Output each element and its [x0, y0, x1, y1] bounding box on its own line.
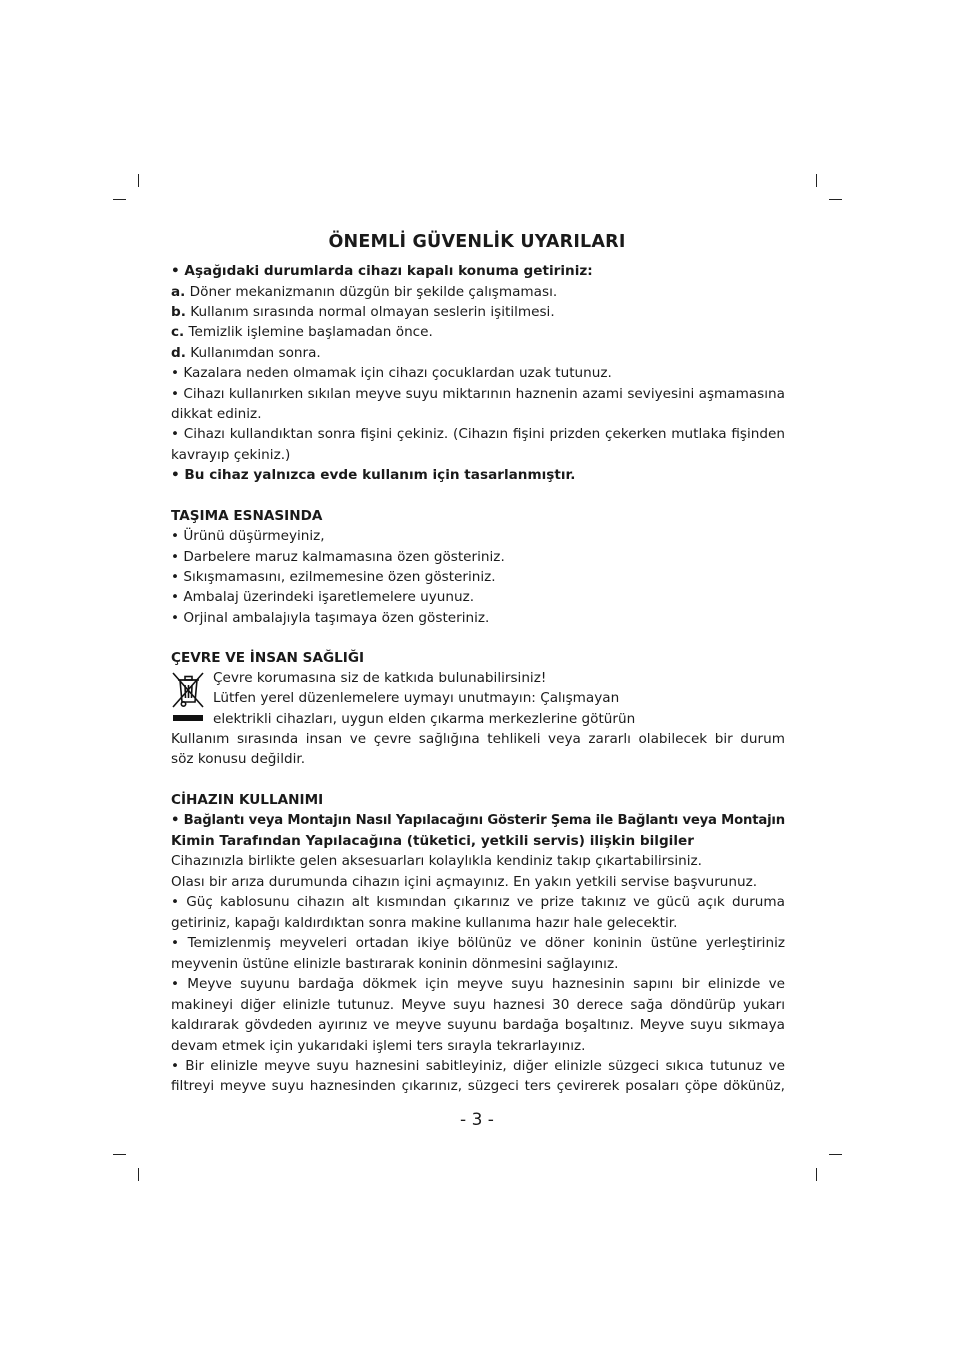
list-marker: c. [171, 324, 185, 340]
crop-mark [829, 199, 842, 200]
text-line: dikkat ediniz. [171, 406, 262, 422]
crop-mark [816, 174, 817, 187]
crop-mark [829, 1154, 842, 1155]
text-line: makineyi diğer elinizle tutunuz. Meyve suyu haznesi 30 derece sağa döndürüp yukarı [171, 997, 785, 1013]
bullet-line: • Darbelere maruz kalmamasına özen gösteriniz. [171, 549, 505, 565]
text-line: kavrayıp çekiniz.) [171, 447, 291, 463]
bullet-line: • Bir elinizle meyve suyu haznesini sabitleyiniz, diğer elinizle süzgeci sıkıca tutunuz ve [171, 1058, 785, 1074]
page-number: - 3 - [460, 1110, 494, 1130]
text-line: getiriniz, kapağı kaldırdıktan sonra makine kullanıma hazır hale gelecektir. [171, 915, 678, 931]
bullet-line: • Güç kablosunu cihazın alt kısmından çıkarınız ve prize takınız ve gücü açık duruma [171, 894, 785, 910]
section-heading: CİHAZIN KULLANIMI [171, 792, 324, 808]
text-line: kaldırarak gövdeden ayırınız ve meyve suyunu bardağa boşaltınız. Meyve suyu sıkmaya [171, 1017, 785, 1033]
list-text: Temizlik işlemine başlamadan önce. [184, 324, 433, 340]
list-marker: a. [171, 284, 186, 300]
bullet-line: • Meyve suyunu bardağa dökmek için meyve suyu haznesinin sapını bir elinizde ve [171, 976, 785, 992]
bold-bullet: • Bağlantı veya Montajın Nasıl Yapılacağını Gösterir Şema ile Bağlantı veya Montajın [171, 812, 785, 828]
bullet-line: • Ürünü düşürmeyiniz, [171, 528, 325, 544]
crop-mark [138, 1168, 139, 1181]
list-item-d [171, 343, 785, 363]
crop-mark [113, 1154, 126, 1155]
bullet-line: • Ambalaj üzerindeki işaretlemelere uyunuz. [171, 589, 475, 605]
page-title: ÖNEMLİ GÜVENLİK UYARILARI [328, 232, 626, 252]
bold-text-line: Kimin Tarafından Yapılacağına (tüketici, yetkili servis) ilişkin bilgiler [171, 833, 694, 849]
bullet-line: • Orjinal ambalajıyla taşımaya özen gösteriniz. [171, 610, 490, 626]
list-text: Kullanım sırasında normal olmayan seslerin işitilmesi. [185, 304, 555, 320]
text-line: Çevre korumasına siz de katkıda bulunabilirsiniz! [213, 670, 547, 686]
list-item-c [171, 322, 785, 342]
list-text: Kullanımdan sonra. [185, 345, 321, 361]
text-line: söz konusu değildir. [171, 751, 306, 767]
list-item-b [171, 302, 785, 322]
section-heading: TAŞIMA ESNASINDA [171, 508, 323, 524]
text-line: filtreyi meyve suyu haznesinden çıkarınız, süzgeci ters çevirerek posaları çöpe dökünüz, [171, 1078, 785, 1094]
list-marker: b. [171, 304, 186, 320]
bullet-line: • Cihazı kullanırken sıkılan meyve suyu miktarının haznenin azami seviyesini aşmamasına [171, 386, 785, 402]
bullet-line: • Kazalara neden olmamak için cihazı çocuklardan uzak tutunuz. [171, 365, 612, 381]
crop-mark [816, 1168, 817, 1181]
text-line: Cihazınızla birlikte gelen aksesuarları kolaylıkla kendiniz takıp çıkartabilirsiniz. [171, 853, 702, 869]
text-line: elektrikli cihazları, uygun elden çıkarma merkezlerine götürün [213, 711, 636, 727]
crossed-bin-icon [170, 671, 206, 709]
text-line: Lütfen yerel düzenlemelere uymayı unutmayın: Çalışmayan [213, 690, 620, 706]
list-text: Döner mekanizmanın düzgün bir şekilde çalışmaması. [185, 284, 558, 300]
weee-underbar [173, 715, 203, 721]
text-line: devam etmek için yukarıdaki işlemi ters sırayla tekrarlayınız. [171, 1038, 586, 1054]
crop-mark [113, 199, 126, 200]
list-item-a [171, 282, 785, 302]
list-marker: d. [171, 345, 186, 361]
bold-bullet: • Aşağıdaki durumlarda cihazı kapalı konuma getiriniz: [171, 263, 593, 279]
text-line: Kullanım sırasında insan ve çevre sağlığına tehlikeli veya zararlı olabilecek bir durum [171, 731, 785, 747]
bullet-line: • Cihazı kullandıktan sonra fişini çekiniz. (Cihazın fişini prizden çekerken mutlaka fişinden [171, 426, 785, 442]
section-heading: ÇEVRE VE İNSAN SAĞLIĞI [171, 650, 365, 666]
text-line: Olası bir arıza durumunda cihazın içini açmayınız. En yakın yetkili servise başvurunuz. [171, 874, 758, 890]
bold-bullet: • Bu cihaz yalnızca evde kullanım için tasarlanmıştır. [171, 467, 576, 483]
text-line: meyvenin üstüne elinizle bastırarak koninin dönmesini sağlayınız. [171, 956, 619, 972]
bullet-line: • Sıkışmamasını, ezilmemesine özen gösteriniz. [171, 569, 496, 585]
bullet-line: • Temizlenmiş meyveleri ortadan ikiye bölünüz ve döner koninin üstüne yerleştiriniz [171, 935, 785, 951]
crop-mark [138, 174, 139, 187]
